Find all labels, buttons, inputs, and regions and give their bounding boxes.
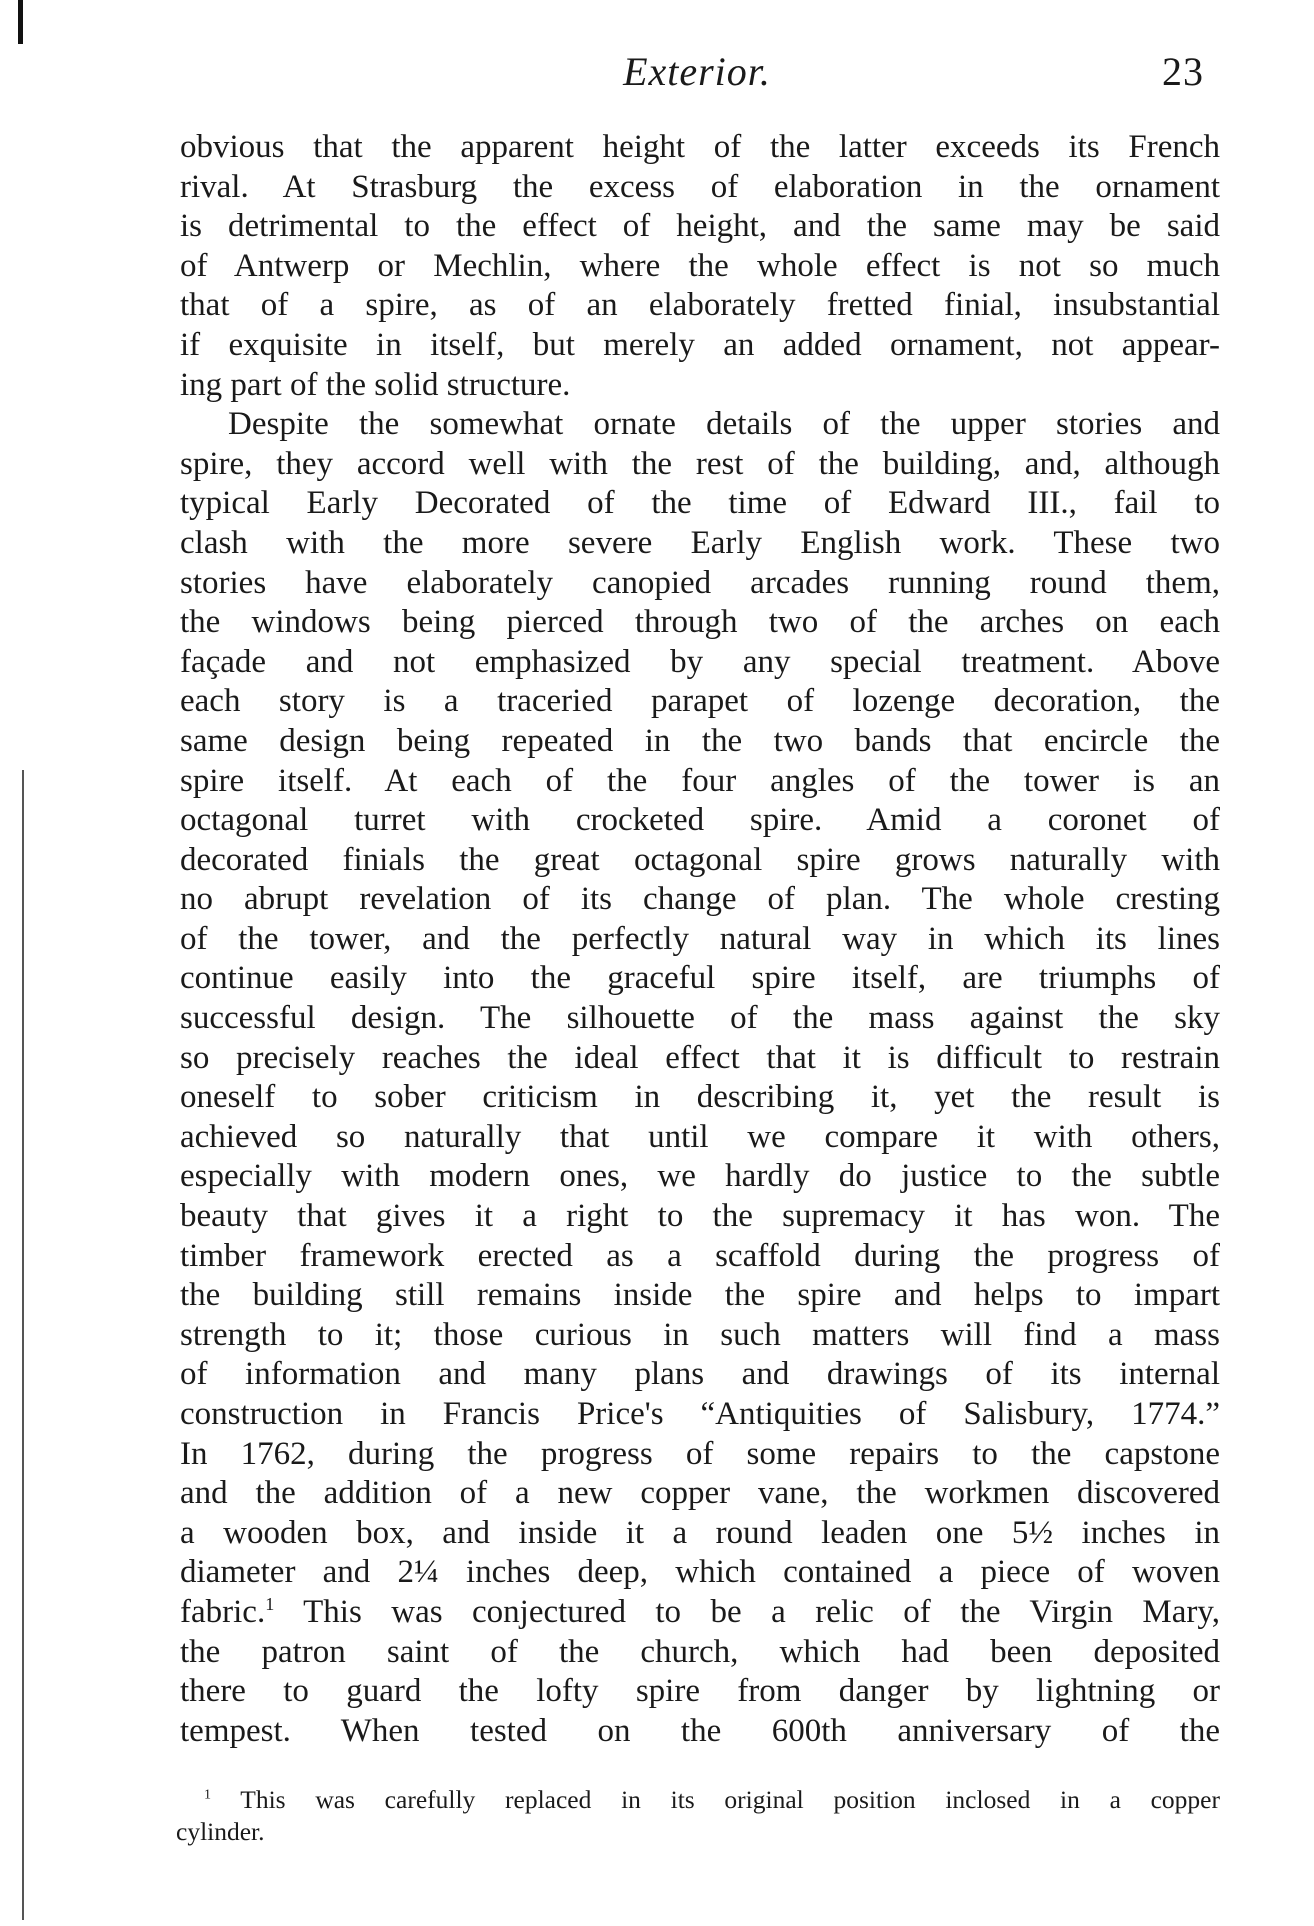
text-line: tempest. When tested on the 600th anniversary of the <box>180 1712 1220 1749</box>
page-number: 23 <box>1162 49 1204 94</box>
text-line: obvious that the apparent height of the latter exceeds its French <box>180 129 1220 165</box>
text-line: a wooden box, and inside it a round leaden one 5½ inches in <box>180 1514 1220 1551</box>
footnote-line: cylinder. <box>176 1817 265 1846</box>
text-line: stories have elaborately canopied arcades running round them, <box>180 564 1220 601</box>
running-head <box>180 48 1214 104</box>
text-line: so precisely reaches the ideal effect that it is difficult to restrain <box>180 1039 1220 1076</box>
text-line: of information and many plans and drawings of its internal <box>180 1356 1220 1393</box>
text-line: façade and not emphasized by any special treatment. Above <box>180 643 1220 680</box>
text-line: oneself to sober criticism in describing it, yet the result is <box>180 1079 1220 1116</box>
text-line: there to guard the lofty spire from danger by lightning or <box>180 1673 1220 1710</box>
text-line: typical Early Decorated of the time of Edward III., fail to <box>180 485 1220 522</box>
text-line: timber framework erected as a scaffold during the progress of <box>180 1237 1220 1274</box>
text-fragment: fabric. <box>180 1593 266 1630</box>
text-line: achieved so naturally that until we compare it with others, <box>180 1118 1220 1155</box>
text-line: construction in Francis Price's “Antiquities of Salisbury, 1774.” <box>180 1396 1220 1432</box>
text-line: beauty that gives it a right to the supremacy it has won. The <box>180 1198 1220 1235</box>
text-line: the building still remains inside the spire and helps to impart <box>180 1277 1220 1314</box>
text-line: octagonal turret with crocketed spire. Amid a coronet of <box>180 802 1220 839</box>
text-line: and the addition of a new copper vane, the workmen discovered <box>180 1475 1220 1512</box>
scan-edge-mark <box>18 0 23 44</box>
footnote-line <box>176 1784 1220 1816</box>
text-line: decorated finials the great octagonal spire grows naturally with <box>180 841 1220 878</box>
text-line-with-footnote <box>180 1593 1220 1633</box>
text-line: clash with the more severe Early English work. These two <box>180 524 1220 561</box>
body-text <box>180 128 1220 1751</box>
footnote-reference[interactable]: 1 <box>265 1593 275 1614</box>
text-line: of the tower, and the perfectly natural way in which its lines <box>180 920 1220 957</box>
footnote-marker: 1 <box>204 1787 212 1803</box>
footnote <box>176 1784 1220 1848</box>
text-line: In 1762, during the progress of some repairs to the capstone <box>180 1435 1220 1472</box>
text-line: spire, they accord well with the rest of the building, and, although <box>180 445 1220 482</box>
text-line: continue easily into the graceful spire itself, are triumphs of <box>180 960 1220 997</box>
text-line: ing part of the solid structure. <box>180 366 571 403</box>
text-line: the windows being pierced through two of the arches on each <box>180 604 1220 641</box>
text-fragment: This was conjectured to be a relic of the Virgin Mary, <box>274 1593 1220 1630</box>
text-line: spire itself. At each of the four angles of the tower is an <box>180 762 1220 799</box>
text-line: each story is a traceried parapet of lozenge decoration, the <box>180 683 1220 720</box>
text-line: successful design. The silhouette of the mass against the sky <box>180 1000 1220 1037</box>
text-line: especially with modern ones, we hardly do justice to the subtle <box>180 1158 1220 1195</box>
text-line: no abrupt revelation of its change of plan. The whole cresting <box>180 881 1220 918</box>
text-line: the patron saint of the church, which had been deposited <box>180 1633 1220 1670</box>
text-line: same design being repeated in the two bands that encircle the <box>180 722 1220 759</box>
text-line: that of a spire, as of an elaborately fretted finial, insubstantial <box>180 287 1220 324</box>
text-line: rival. At Strasburg the excess of elaboration in the ornament <box>180 168 1220 205</box>
text-line: strength to it; those curious in such matters will find a mass <box>180 1316 1220 1353</box>
text-line: if exquisite in itself, but merely an added ornament, not appear- <box>180 326 1220 363</box>
running-title: Exterior. <box>623 49 771 94</box>
scan-binding-line <box>22 770 24 1920</box>
footnote-text: This was carefully replaced in its original position inclosed in a copper <box>211 1785 1220 1814</box>
text-line: diameter and 2¼ inches deep, which contained a piece of woven <box>180 1554 1220 1591</box>
paragraph-start-line: Despite the somewhat ornate details of the upper stories and <box>228 406 1220 443</box>
text-line: of Antwerp or Mechlin, where the whole effect is not so much <box>180 247 1220 284</box>
text-line: is detrimental to the effect of height, and the same may be said <box>180 208 1220 245</box>
